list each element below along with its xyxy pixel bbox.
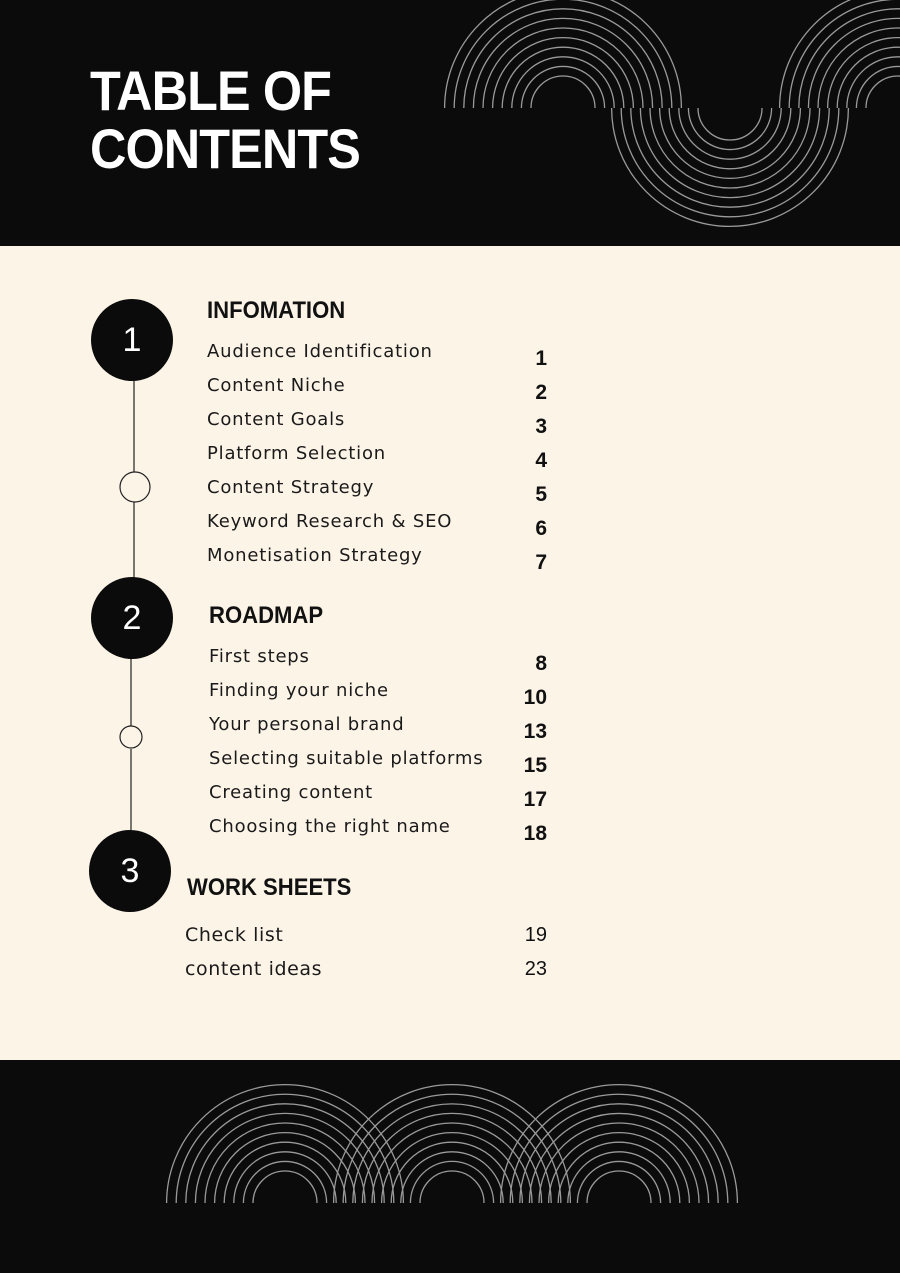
decorative-arc: [420, 1171, 484, 1203]
section-2-title: ROADMAP: [209, 602, 324, 629]
toc-entry-label[interactable]: Your personal brand: [209, 714, 405, 735]
toc-entry-label[interactable]: Platform Selection: [207, 443, 386, 464]
page-title-line-1: TABLE OF: [90, 59, 332, 122]
toc-entry-page: 18: [523, 822, 547, 845]
toc-entry-page: 7: [535, 551, 547, 574]
toc-entry-label[interactable]: Content Goals: [207, 409, 346, 430]
decorative-arc: [243, 1161, 326, 1203]
toc-entry-label[interactable]: Selecting suitable platforms: [209, 748, 484, 769]
footer-band: [0, 1060, 900, 1273]
toc-entry-label[interactable]: Keyword Research & SEO: [207, 511, 453, 532]
toc-entry-page: 3: [535, 415, 547, 438]
decorative-arc: [587, 1171, 651, 1203]
decorative-arc: [577, 1161, 660, 1203]
timeline-dot: [120, 472, 150, 502]
footer-arc-pattern: [0, 1060, 900, 1273]
decorative-arc: [501, 1085, 738, 1203]
toc-entry-page: 1: [535, 347, 547, 370]
timeline-dot: [120, 726, 142, 748]
toc-entry-label[interactable]: Finding your niche: [209, 680, 389, 701]
section-3-number-badge: 3: [89, 830, 171, 912]
toc-entry-label[interactable]: Choosing the right name: [209, 816, 451, 837]
toc-entry-page: 13: [523, 720, 547, 743]
toc-entry-page: 15: [523, 754, 547, 777]
toc-entry-page: 17: [523, 788, 547, 811]
toc-entry-label[interactable]: Monetisation Strategy: [207, 545, 423, 566]
section-2-number-badge: 2: [91, 577, 173, 659]
toc-entry-page: 5: [535, 483, 547, 506]
decorative-arc: [334, 1085, 571, 1203]
toc-entry-page: 10: [523, 686, 547, 709]
toc-entry-page: 6: [535, 517, 547, 540]
toc-entry-label[interactable]: Content Niche: [207, 375, 346, 396]
toc-entry-page: 8: [535, 652, 547, 675]
decorative-arc: [510, 1094, 728, 1203]
decorative-arc: [167, 1085, 404, 1203]
page-title-line-2: CONTENTS: [90, 117, 360, 180]
section-1-title: INFOMATION: [207, 297, 346, 324]
toc-entry-label[interactable]: Audience Identification: [207, 341, 433, 362]
toc-entry-page: 19: [524, 924, 547, 946]
toc-entry-label[interactable]: Content Strategy: [207, 477, 375, 498]
decorative-arc: [410, 1161, 493, 1203]
toc-entry-label[interactable]: Creating content: [209, 782, 374, 803]
toc-entry-page: 2: [535, 381, 547, 404]
decorative-arc: [401, 1152, 503, 1203]
decorative-arc: [343, 1094, 561, 1203]
section-1-number-badge: 1: [91, 299, 173, 381]
toc-entry-label[interactable]: Check list: [185, 924, 284, 946]
section-3-title: WORK SHEETS: [187, 874, 352, 901]
toc-entry-label[interactable]: First steps: [209, 646, 310, 667]
decorative-arc: [234, 1152, 336, 1203]
decorative-arc: [253, 1171, 317, 1203]
toc-entry-label[interactable]: content ideas: [185, 958, 323, 980]
decorative-arc: [176, 1094, 394, 1203]
toc-entry-page: 4: [535, 449, 547, 472]
decorative-arc: [568, 1152, 670, 1203]
toc-entry-page: 23: [524, 958, 547, 980]
